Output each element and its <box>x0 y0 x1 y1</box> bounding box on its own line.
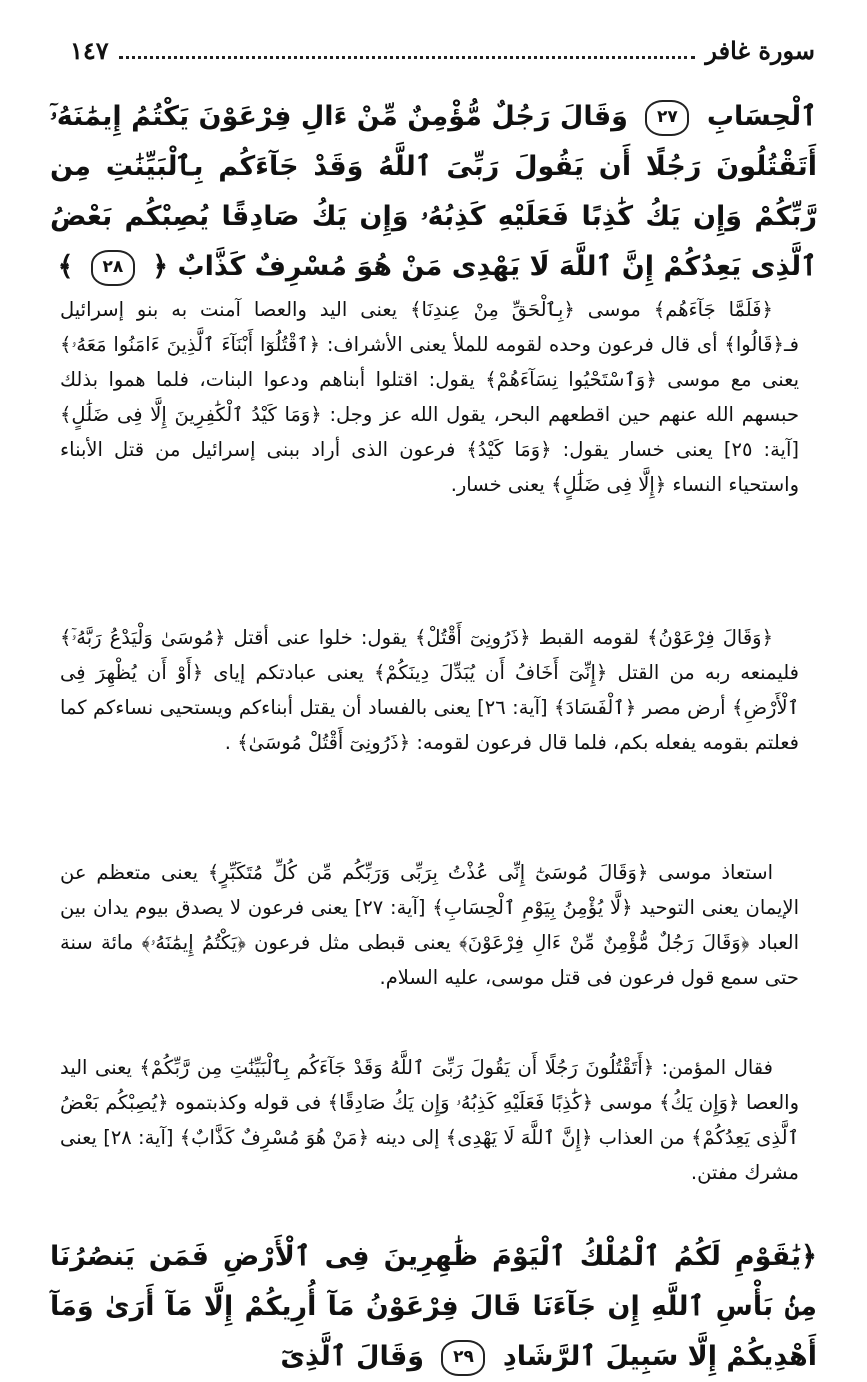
paragraph-text: ﴿فَلَمَّا جَآءَهُم﴾ موسى ﴿بِٱلْحَقِّ مِنْ عِندِنَا﴾ يعنى اليد والعصا آمنت به بنو إسرائيل فـ﴿قَالُوا﴾ أى قال فرعون وحده لقومه للملأ يعنى الأشراف: ﴿ٱقْتُلُوٓا أَبْنَآءَ ٱلَّذِينَ ءَامَنُوا مَعَهُۥ﴾ يعنى مع موسى ﴿وَٱسْتَحْيُوا نِسَآءَهُمْ﴾ يقول: اقتلوا أبناهم ودعوا البنات، فلما هموا بذلك حبسهم الله عنهم حين اقطعهم البحر، يقول الله عز وجل: ﴿وَمَا كَيْدُ ٱلْكَٰفِرِينَ إِلَّا فِى ضَلَٰلٍ﴾ [آية: ٢٥] يعنى خسار يقول: ﴿وَمَا كَيْدُ﴾ فرعون الذى أراد ببنى إسرائيل من قتل الأبناء واستحياء النساء ﴿إِلَّا فِى ضَلَٰلٍ﴾ يعنى خسار. <box>60 298 800 496</box>
ornament-bracket: ﴿ <box>152 251 169 282</box>
commentary-paragraph <box>60 292 799 502</box>
paragraph-text: ﴿وَقَالَ فِرْعَوْنُ﴾ لقومه القبط ﴿ذَرُونِىٓ أَقْتُلْ﴾ يقول: خلوا عنى أقتل ﴿مُوسَىٰ وَلْيَدْعُ رَبَّهُۥٓ﴾ فليمنعه ربه من القتل ﴿إِنِّىٓ أَخَافُ أَن يُبَدِّلَ دِينَكُمْ﴾ يعنى عبادتكم إياى ﴿أَوْ أَن يُظْهِرَ فِى ٱلْأَرْضِ﴾ أرض مصر ﴿ٱلْفَسَادَ﴾ [آية: ٢٦] يعنى بالفساد أن يقتل أبناءكم ويستحيى نساءكم كما فعلتم بقومه يفعله بكم، فلما قال فرعون لقومه: ﴿ذَرُونِىٓ أَقْتُلْ مُوسَىٰ﴾ . <box>60 626 800 754</box>
quran-verse-block-top <box>50 92 817 292</box>
verse-number-marker: ٢٩ <box>441 1340 485 1376</box>
commentary-paragraph <box>60 1050 799 1190</box>
page-number: ١٤٧ <box>70 36 109 65</box>
header-dotted-leader <box>119 40 696 59</box>
paragraph-text: فقال المؤمن: ﴿أَتَقْتُلُونَ رَجُلًا أَن يَقُولَ رَبِّىَ ٱللَّهُ وَقَدْ جَآءَكُم بِٱلْبَيِّنَٰتِ مِن رَّبِّكُمْ﴾ يعنى اليد والعصا ﴿وَإِن يَكُ﴾ موسى ﴿كَٰذِبًا فَعَلَيْهِ كَذِبُهُۥ وَإِن يَكُ صَادِقًا﴾ فى قوله وكذبتموه ﴿يُصِبْكُم بَعْضُ ٱلَّذِى يَعِدُكُمْ﴾ من العذاب ﴿إِنَّ ٱللَّهَ لَا يَهْدِى﴾ إلى دينه ﴿مَنْ هُوَ مُسْرِفٌ كَذَّابٌ﴾ [آية: ٢٨] يعنى مشرك مفتن. <box>60 1056 799 1184</box>
verse-text: وَقَالَ ٱلَّذِىٓ <box>280 1341 425 1372</box>
ornament-bracket: ﴾ <box>57 251 74 282</box>
verse-number-marker: ٢٨ <box>91 250 135 286</box>
verse-text: وَقَالَ رَجُلٌ مُّؤْمِنٌ مِّنْ ءَالِ فِرْعَوْنَ يَكْتُمُ إِيمَٰنَهُۥٓ أَتَقْتُلُونَ رَجُلًا أَن يَقُولَ رَبِّىَ ٱللَّهُ وَقَدْ جَآءَكُم بِٱلْبَيِّنَٰتِ مِن رَّبِّكُمْ وَإِن يَكُ كَٰذِبًا فَعَلَيْهِ كَذِبُهُۥ وَإِن يَكُ صَادِقًا يُصِبْكُم بَعْضُ ٱلَّذِى يَعِدُكُمْ إِنَّ ٱللَّهَ لَا يَهْدِى مَنْ هُوَ مُسْرِفٌ كَذَّابٌ <box>50 101 817 282</box>
paragraph-text: استعاذ موسى ﴿وَقَالَ مُوسَىٰٓ إِنِّى عُذْتُ بِرَبِّى وَرَبِّكُم مِّن كُلِّ مُتَكَبِّرٍ﴾ يعنى متعظم عن الإيمان يعنى التوحيد ﴿لَّا يُؤْمِنُ بِيَوْمِ ٱلْحِسَابِ﴾ [آية: ٢٧] يعنى فرعون لا يصدق بيوم يدان بين العباد ﴿وَقَالَ رَجُلٌ مُّؤْمِنٌ مِّنْ ءَالِ فِرْعَوْنَ﴾ يعنى قبطى مثل فرعون ﴿يَكْتُمُ إِيمَٰنَهُۥ﴾ مائة سنة حتى سمع قول فرعون فى قتل موسى، عليه السلام. <box>60 861 800 989</box>
verse-text: ﴿يَٰقَوْمِ لَكُمُ ٱلْمُلْكُ ٱلْيَوْمَ ظَٰهِرِينَ فِى ٱلْأَرْضِ فَمَن يَنصُرُنَا مِنۢ بَأْسِ ٱللَّهِ إِن جَآءَنَا قَالَ فِرْعَوْنُ مَآ أُرِيكُمْ إِلَّا مَآ أَرَىٰ وَمَآ أَهْدِيكُمْ إِلَّا سَبِيلَ ٱلرَّشَادِ <box>50 1241 817 1372</box>
verse-text: ٱلْحِسَابِ <box>706 101 818 132</box>
verse-number-marker: ٢٧ <box>645 100 689 136</box>
page-header <box>70 36 815 76</box>
commentary-paragraph <box>60 620 799 760</box>
quran-verse-block-bottom <box>50 1232 817 1382</box>
commentary-paragraph <box>60 855 799 995</box>
surah-title: سورة غافر <box>705 36 815 65</box>
